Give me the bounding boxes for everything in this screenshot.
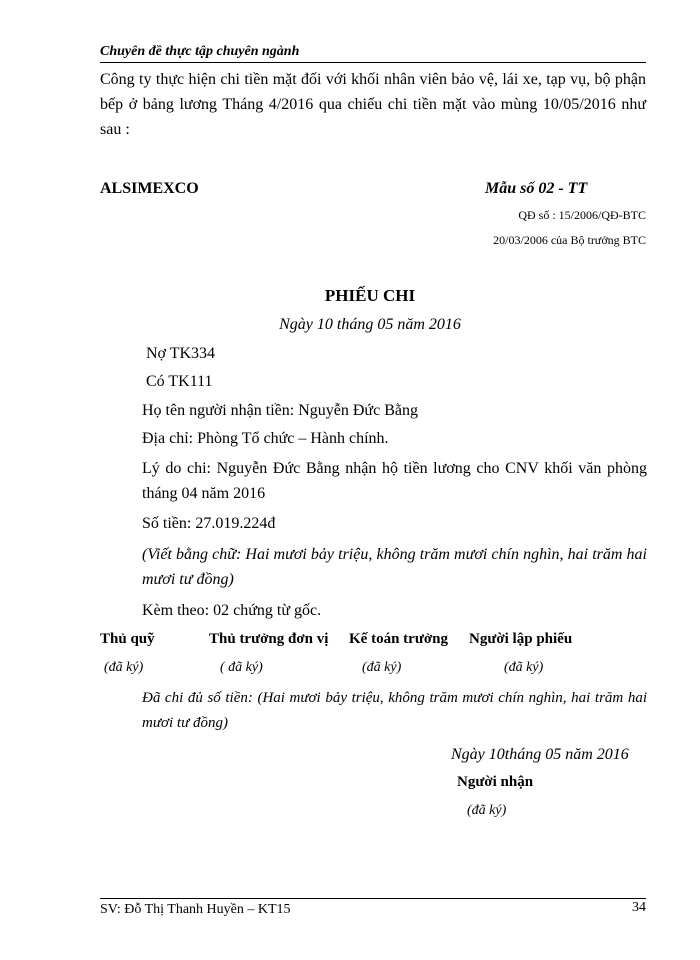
payment-amount: Số tiền: 27.019.224đ [142,515,276,532]
signature-title-director: Thủ trưởng đơn vị [209,631,329,647]
footer-student: SV: Đỗ Thị Thanh Huyền – KT15 [100,902,291,917]
running-header: Chuyên đề thực tập chuyên ngành [100,44,300,59]
recipient-address: Địa chỉ: Phòng Tổ chức – Hành chính. [142,430,389,447]
page-number: 34 [632,900,646,915]
amount-in-words: (Viết bằng chữ: Hai mươi bảy triệu, không trăm mươi chín nghìn, hai trăm hai mươi tư đồng) [142,546,647,588]
decision-reference: QĐ số : 15/2006/QĐ-BTC [518,208,646,222]
signature-title-cashier: Thủ quỹ [100,631,155,647]
decision-date: 20/03/2006 của Bộ trưởng BTC [493,233,646,247]
header-divider [100,62,646,63]
paid-statement: Đã chi đủ số tiền: (Hai mươi bảy triệu, không trăm mươi chín nghìn, hai trăm hai mươi tư đồng) [142,690,647,731]
form-number: Mẫu số 02 - TT [485,180,588,197]
recipient-name: Họ tên người nhận tiền: Nguyễn Đức Bằng [142,402,418,419]
signature-title-chief-accountant: Kế toán trưởng [349,631,448,647]
debit-account: Nợ TK334 [146,345,216,362]
signature-title-preparer: Người lập phiếu [469,631,573,647]
voucher-date: Ngày 10 tháng 05 năm 2016 [279,316,461,333]
credit-account: Có TK111 [146,373,213,390]
signature-status-chief-accountant: (đã ký) [362,660,402,675]
receipt-date: Ngày 10tháng 05 năm 2016 [451,746,629,763]
signature-status-director: ( đã ký) [220,660,263,675]
company-name: ALSIMEXCO [100,180,199,197]
signature-status-preparer: (đã ký) [504,660,544,675]
payment-reason: Lý do chi: Nguyễn Đức Bằng nhận hộ tiền lương cho CNV khối văn phòng tháng 04 năm 2016 [142,460,647,502]
signature-status-cashier: (đã ký) [104,660,144,675]
footer-divider [100,898,646,899]
receiver-status: (đã ký) [467,803,507,818]
intro-paragraph: Công ty thực hiện chi tiền mặt đối với khối nhân viên bảo vệ, lái xe, tạp vụ, bộ phận bếp ở bảng lương Tháng 4/2016 qua chiếu chi tiền mặt vào mùng 10/05/2016 như sau : [100,71,646,138]
attached-documents: Kèm theo: 02 chứng từ gốc. [142,602,322,619]
receiver-title: Người nhận [457,774,534,790]
voucher-title: PHIẾU CHI [324,286,416,305]
